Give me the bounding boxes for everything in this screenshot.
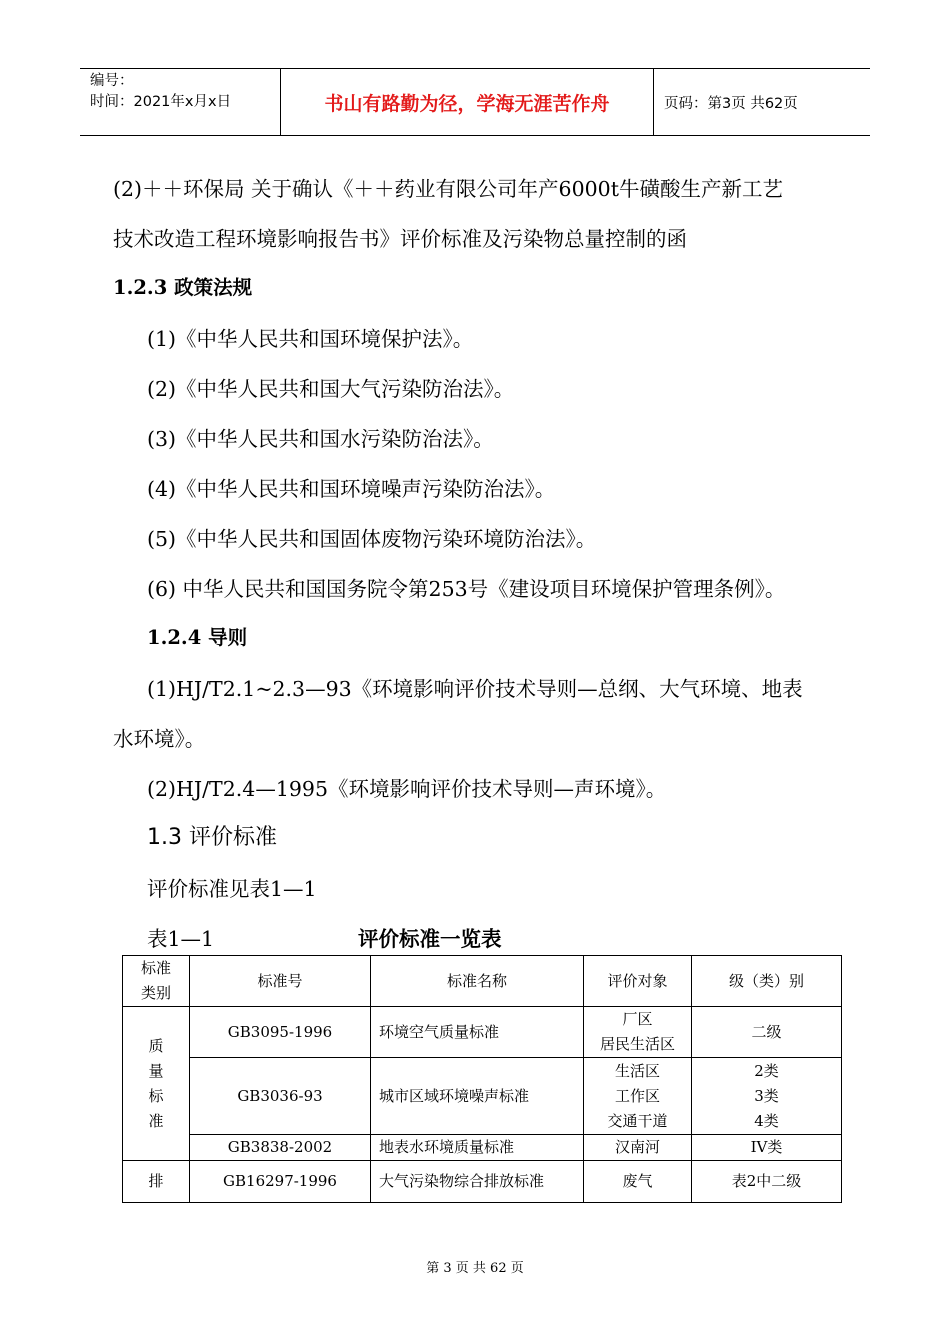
standard-code-cell: GB16297-1996 <box>190 1161 371 1203</box>
doc-number-label: 编号： <box>90 73 134 89</box>
category-cell: 质 量 标 准 <box>123 1007 190 1161</box>
level-cell: 二级 <box>692 1007 842 1058</box>
regulation-item: (3)《中华人民共和国水污染防治法》。 <box>147 427 494 451</box>
paragraph-line: 技术改造工程环境影响报告书》评价标准及污染物总量控制的函 <box>113 227 687 251</box>
header-page-info: 页码：第3页 共62页 <box>664 95 798 112</box>
standard-name-cell: 大气污染物综合排放标准 <box>371 1161 584 1203</box>
standard-code-cell: GB3036-93 <box>190 1058 371 1135</box>
paragraph-line: (2)＋＋环保局 关于确认《＋＋药业有限公司年产6000t牛磺酸生产新工艺 <box>113 177 783 201</box>
regulation-item: (5)《中华人民共和国固体废物污染环境防治法》。 <box>147 527 597 551</box>
target-cell: 生活区 工作区 交通干道 <box>584 1058 692 1135</box>
page-footer: 第 3 页 共 62 页 <box>426 1261 524 1276</box>
header-motto: 书山有路勤为径，学海无涯苦作舟 <box>281 69 654 135</box>
column-header: 评价对象 <box>584 956 692 1007</box>
column-header: 标准号 <box>190 956 371 1007</box>
standard-name-cell: 环境空气质量标准 <box>371 1007 584 1058</box>
target-cell: 废气 <box>584 1161 692 1203</box>
column-header: 标准名称 <box>371 956 584 1007</box>
regulation-item: (1)《中华人民共和国环境保护法》。 <box>147 327 474 351</box>
guideline-item-continued: 水环境》。 <box>113 727 206 751</box>
guideline-item: (1)HJ/T2.1~2.3—93《环境影响评价技术导则—总纲、大气环境、地表 <box>147 677 803 701</box>
table-row <box>123 1161 842 1203</box>
level-cell: 表2中二级 <box>692 1161 842 1203</box>
guideline-item: (2)HJ/T2.4—1995《环境影响评价技术导则—声环境》。 <box>147 777 667 801</box>
document-header <box>80 68 870 136</box>
standard-code-cell: GB3095-1996 <box>190 1007 371 1058</box>
regulation-item: (6) 中华人民共和国国务院令第253号《建设项目环境保护管理条例》。 <box>147 577 786 601</box>
standard-code-cell: GB3838-2002 <box>190 1135 371 1161</box>
target-cell: 汉南河 <box>584 1135 692 1161</box>
doc-time-label: 时间：2021年x月x日 <box>90 94 232 110</box>
header-meta <box>80 69 281 135</box>
level-cell: 2类 3类 4类 <box>692 1058 842 1135</box>
regulation-item: (4)《中华人民共和国环境噪声污染防治法》。 <box>147 477 556 501</box>
standards-table <box>122 955 842 1203</box>
standard-name-cell: 城市区域环境噪声标准 <box>371 1058 584 1135</box>
table-row <box>123 1135 842 1161</box>
section-heading-1-2-3: 1.2.3 政策法规 <box>113 276 253 299</box>
table-number: 表1—1 <box>147 927 215 951</box>
section-heading-1-2-4: 1.2.4 导则 <box>147 626 248 649</box>
standard-name-cell: 地表水环境质量标准 <box>371 1135 584 1161</box>
target-cell: 厂区 居民生活区 <box>584 1007 692 1058</box>
regulation-item: (2)《中华人民共和国大气污染防治法》。 <box>147 377 515 401</box>
section-heading-1-3: 1.3 评价标准 <box>147 825 277 850</box>
table-row <box>123 1058 842 1135</box>
category-cell: 排 <box>123 1161 190 1203</box>
table-title: 评价标准一览表 <box>358 927 502 951</box>
level-cell: IV类 <box>692 1135 842 1161</box>
table-row <box>123 1007 842 1058</box>
column-header: 级（类）别 <box>692 956 842 1007</box>
table-header-row <box>123 956 842 1007</box>
table-intro: 评价标准见表1—1 <box>147 877 317 901</box>
column-header: 标准 类别 <box>123 956 190 1007</box>
